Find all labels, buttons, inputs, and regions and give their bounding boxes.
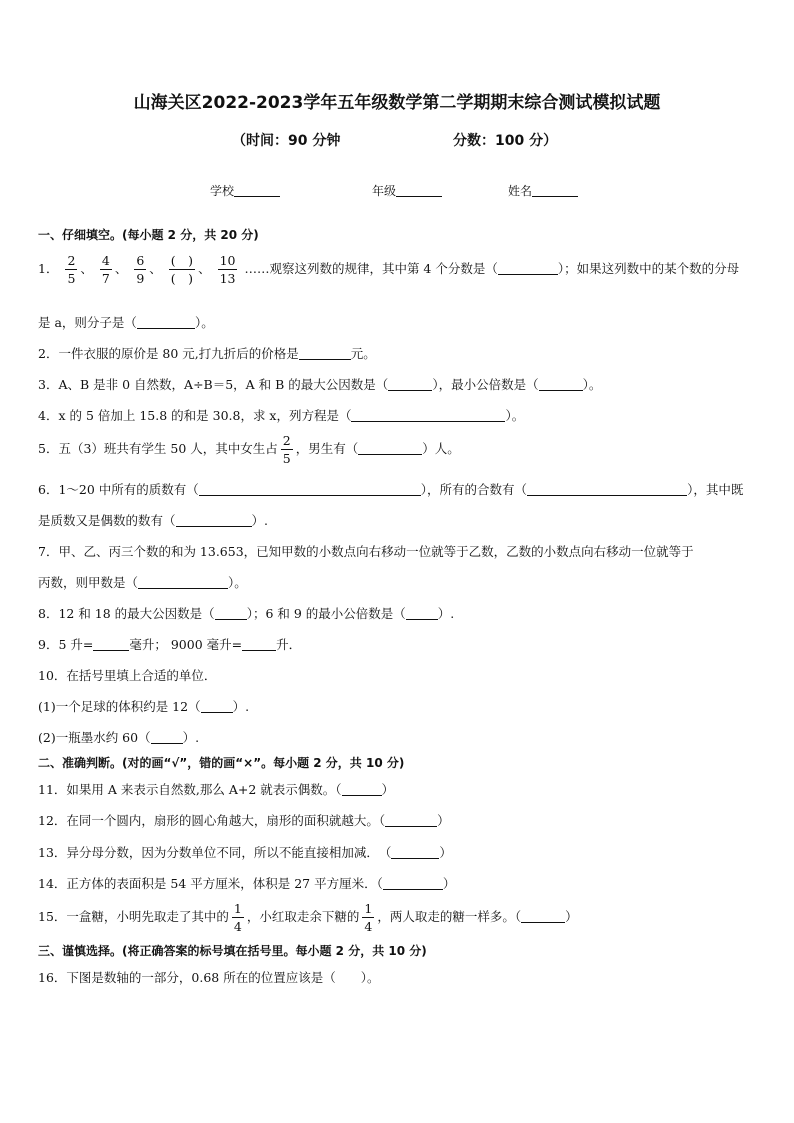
answer-blank[interactable] bbox=[93, 638, 129, 651]
question-12: 12．在同一个圆内，扇形的圆心角越大，扇形的面积就越大。（ ） bbox=[38, 813, 450, 828]
question-10-2: (2)一瓶墨水约 60（ ）. bbox=[38, 730, 200, 745]
question-7: 7．甲、乙、丙三个数的和为 13.653，已知甲数的小数点向右移动一位就等于乙数，乙数的小数点向右移动一位就等于 bbox=[38, 544, 694, 559]
section-1-heading: 一、仔细填空。(每小题 2 分，共 20 分) bbox=[38, 228, 259, 242]
question-11: 11．如果用 A 来表示自然数,那么 A+2 就表示偶数。（ ） bbox=[38, 782, 395, 797]
answer-blank[interactable] bbox=[199, 483, 421, 496]
answer-blank[interactable] bbox=[358, 442, 422, 455]
fraction: $\frac{1}{4}$ bbox=[364, 901, 373, 934]
answer-blank[interactable] bbox=[527, 483, 687, 496]
fraction: $\frac{6}{9}$ bbox=[136, 253, 145, 286]
answer-blank[interactable] bbox=[201, 700, 233, 713]
question-16: 16．下图是数轴的一部分，0.68 所在的位置应该是（ ）。 bbox=[38, 970, 380, 985]
question-3: 3．A、B 是非 0 自然数，A÷B＝5，A 和 B 的最大公因数是（ ），最小公倍数是（ ）。 bbox=[38, 377, 602, 392]
fraction: $\frac{10}{13}$ bbox=[219, 253, 236, 286]
question-13: 13．异分母分数，因为分数单位不同，所以不能直接相加减． （ ） bbox=[38, 845, 452, 860]
question-9: 9．5 升= 毫升； 9000 毫升= 升． bbox=[38, 637, 302, 652]
question-15: 15．一盒糖，小明先取走了其中的 $\frac{1}{4}$ ，小红取走余下糖的 $\frac{1}{4}$ ，两人取走的糖一样多。（ ） bbox=[38, 901, 578, 934]
answer-blank[interactable] bbox=[342, 783, 382, 796]
answer-blank[interactable] bbox=[215, 607, 247, 620]
grade-blank[interactable] bbox=[396, 184, 442, 197]
answer-blank[interactable] bbox=[498, 262, 558, 275]
time-label: （时间：90 分钟 bbox=[232, 133, 341, 149]
fraction: $\frac{2}{5}$ bbox=[67, 253, 76, 286]
answer-blank[interactable] bbox=[176, 514, 252, 527]
section-3-heading: 三、谨慎选择。(将正确答案的标号填在括号里。每小题 2 分，共 10 分) bbox=[38, 944, 427, 958]
school-blank[interactable] bbox=[234, 184, 280, 197]
question-10-1: (1)一个足球的体积约是 12（ ）. bbox=[38, 699, 250, 714]
name-label: 姓名 bbox=[508, 184, 533, 198]
question-8: 8．12 和 18 的最大公因数是（ ）；6 和 9 的最小公倍数是（ ）. bbox=[38, 606, 455, 621]
question-6: 6．1～20 中所有的质数有（ ），所有的合数有（ ），其中既 bbox=[38, 482, 744, 497]
grade-label: 年级 bbox=[372, 184, 397, 198]
answer-blank[interactable] bbox=[388, 378, 432, 391]
answer-blank[interactable] bbox=[351, 409, 505, 422]
school-label: 学校 bbox=[210, 184, 235, 198]
school-field[interactable] bbox=[210, 182, 280, 199]
answer-blank[interactable] bbox=[299, 347, 351, 360]
question-14: 14．正方体的表面积是 54 平方厘米，体积是 27 平方厘米．（ ） bbox=[38, 876, 456, 891]
fraction: $\frac{1}{4}$ bbox=[233, 901, 242, 934]
question-4: 4．x 的 5 倍加上 15.8 的和是 30.8，求 x，列方程是（ ）。 bbox=[38, 408, 525, 423]
score-label: 分数：100 分） bbox=[453, 133, 558, 149]
fraction-blank[interactable]: $\frac{( )}{( )}$ bbox=[170, 253, 194, 286]
question-1-cont: 是 a，则分子是（ ）。 bbox=[38, 315, 214, 330]
question-6-cont: 是质数又是偶数的数有（ ）. bbox=[38, 513, 268, 528]
fraction: $\frac{4}{7}$ bbox=[101, 253, 110, 286]
question-2: 2．一件衣服的原价是 80 元,打九折后的价格是 元。 bbox=[38, 346, 376, 361]
answer-blank[interactable] bbox=[521, 910, 565, 923]
question-1: 1． $\frac{2}{5}$ 、 $\frac{4}{7}$ 、 $\frac{6}{9}$ 、 $\frac{( )}{( )}$ 、 $\frac{10}{13}$ ……观察这列数的规律，其中第 4 个分数是（ ）；如果这列数中的某个数的分母 bbox=[38, 253, 740, 286]
answer-blank[interactable] bbox=[137, 316, 195, 329]
answer-blank[interactable] bbox=[151, 731, 183, 744]
answer-blank[interactable] bbox=[242, 638, 276, 651]
fraction: $\frac{2}{5}$ bbox=[282, 433, 291, 466]
page-title: 山海关区2022-2023学年五年级数学第二学期期末综合测试模拟试题 bbox=[133, 93, 661, 113]
answer-blank[interactable] bbox=[539, 378, 583, 391]
grade-field[interactable] bbox=[372, 182, 442, 199]
section-2-heading: 二、准确判断。(对的画“√”，错的画“×”。每小题 2 分，共 10 分) bbox=[38, 756, 405, 770]
name-field[interactable] bbox=[508, 182, 578, 199]
answer-blank[interactable] bbox=[138, 576, 228, 589]
question-10: 10．在括号里填上合适的单位． bbox=[38, 668, 217, 683]
question-7-cont: 丙数，则甲数是（ ）。 bbox=[38, 575, 247, 590]
name-blank[interactable] bbox=[532, 184, 578, 197]
answer-blank[interactable] bbox=[406, 607, 438, 620]
answer-blank[interactable] bbox=[391, 846, 439, 859]
answer-blank[interactable] bbox=[383, 877, 443, 890]
question-5: 5．五（3）班共有学生 50 人，其中女生占 $\frac{2}{5}$ ，男生有（ ）人。 bbox=[38, 433, 460, 466]
answer-blank[interactable] bbox=[385, 814, 437, 827]
